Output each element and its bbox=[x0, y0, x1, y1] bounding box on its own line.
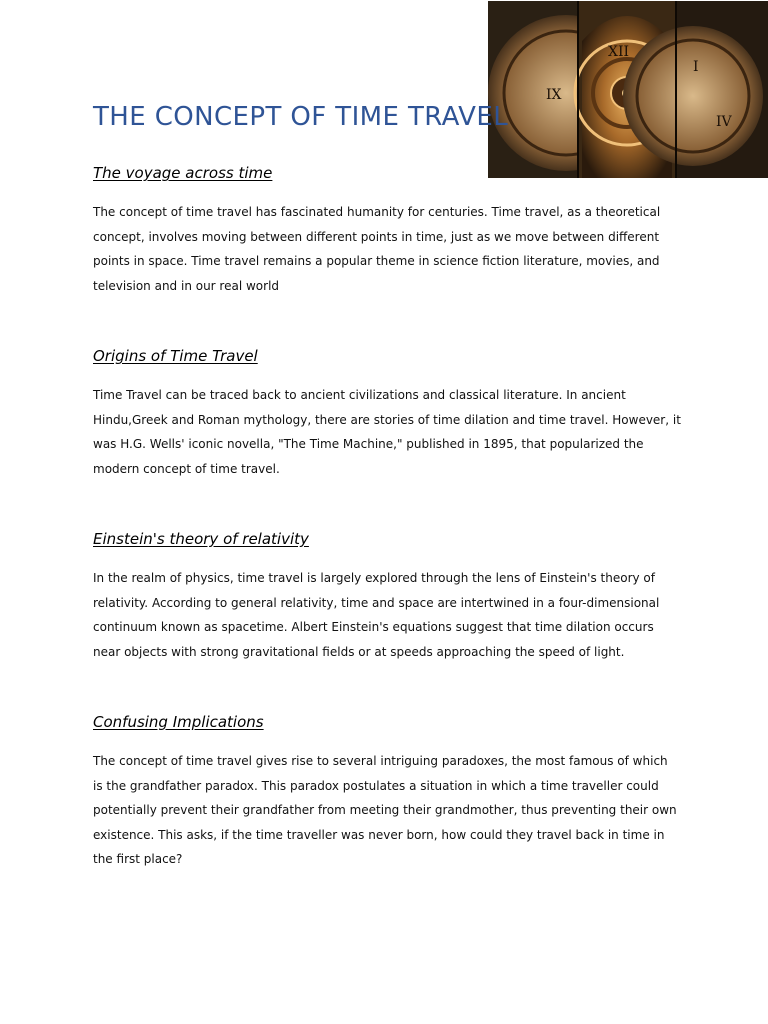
section-heading: Einstein's theory of relativity bbox=[93, 530, 309, 548]
svg-text:IX: IX bbox=[546, 87, 562, 103]
section-body: The concept of time travel has fascinated humanity for centuries. Time travel, as a theoretical concept, involves moving between different points in time, just as we move between different points in space. Time travel remains a popular theme in science fiction literature, movies, and television and in our real world bbox=[93, 205, 661, 293]
section-heading: The voyage across time bbox=[93, 164, 273, 182]
svg-text:XII: XII bbox=[608, 44, 630, 60]
section-body: In the realm of physics, time travel is largely explored through the lens of Einstein's theory of relativity. According to general relativity, time and space are intertwined in a four-dimensional continuum known as spacetime. Albert Einstein's equations suggest that time dilation occurs near objects with strong gravitational fields or at speeds approaching the speed of light. bbox=[93, 571, 660, 659]
section-body: The concept of time travel gives rise to several intriguing paradoxes, the most famous of which is the grandfather paradox. This paradox postulates a situation in which a time traveller could potentially prevent their grandfather from meeting their grandmother, thus preventing their own existence. This asks, if the time traveller was never born, how could they travel back in time in the first place? bbox=[93, 754, 677, 866]
svg-text:I: I bbox=[693, 59, 699, 75]
clock-collage-image bbox=[488, 1, 768, 178]
document-title: THE CONCEPT OF TIME TRAVEL bbox=[93, 102, 509, 132]
section-heading: Confusing Implications bbox=[93, 713, 264, 731]
section-heading: Origins of Time Travel bbox=[93, 347, 258, 365]
section-body: Time Travel can be traced back to ancient civilizations and classical literature. In ancient Hindu,Greek and Roman mythology, there are stories of time dilation and time travel. However, it was H.G. Wells' iconic novella, "The Time Machine," published in 1895, that popularized the modern concept of time travel. bbox=[93, 388, 681, 476]
svg-text:IV: IV bbox=[716, 114, 732, 130]
